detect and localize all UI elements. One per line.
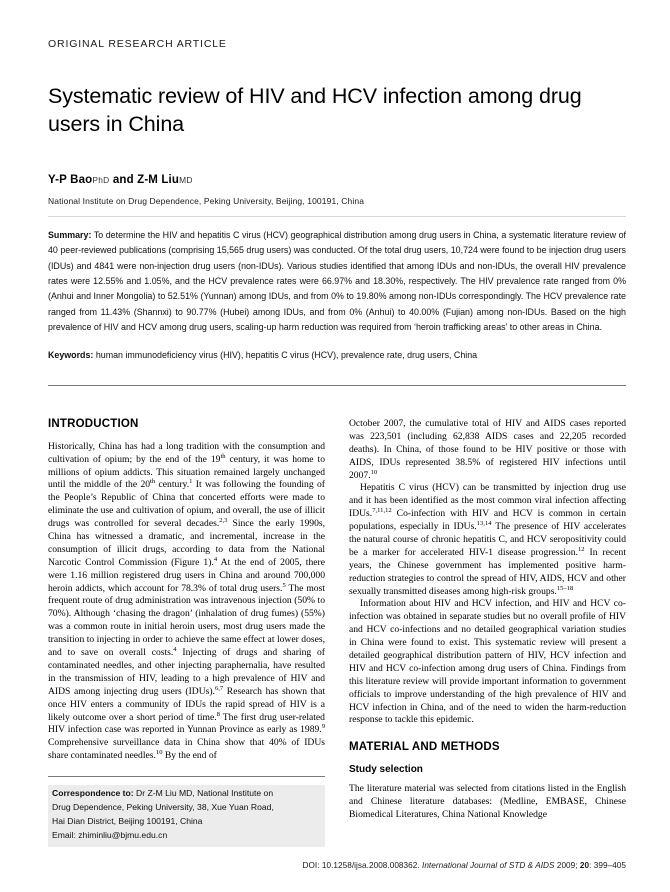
page-title: Systematic review of HIV and HCV infection among drug users in China: [48, 84, 582, 136]
intro-text-i: Research has shown that once HIV enters a community of IDUs the rapid spread of HIV is a likely outcome over a short period of time.: [48, 685, 325, 723]
footnote-ref: 6,7: [214, 684, 224, 692]
abstract-bottom-rule: [48, 385, 626, 386]
footnote-ref: th: [220, 452, 226, 460]
affiliation: National Institute on Drug Dependence, Peking University, Beijing, 100191, China: [48, 196, 365, 207]
right-paragraph-1: [349, 418, 626, 482]
correspondence-top-rule: [48, 776, 325, 777]
author-2-name: Z-M Liu: [137, 174, 180, 187]
footer-pages: : 399–405: [589, 861, 626, 870]
subsection-heading-study-selection: Study selection: [349, 764, 423, 776]
section-heading-introduction: INTRODUCTION: [48, 418, 139, 430]
author-1-name: Y-P Bao: [48, 174, 93, 187]
right-text-e: In recent years, the Chinese government has implemented positive harm-reduction strategies to control the spread of HIV, AIDS, HCV and other sexually transmitted diseases among high-risk groups.: [349, 546, 626, 597]
abstract-text: To determine the HIV and hepatitis C virus (HCV) geographical distribution among drug users in China, a systematic literature review of 40 peer-reviewed publications (comprising 15,565 drug users) was conducted. Of the total drug users, 10,724 were found to be injection drug users (IDUs) and 4841 were non-injection drug users (non-IDUs). Various studies identified that among IDUs and non-IDUs, the overall HIV prevalence rates were 12.55% and 1.05%, and the HCV prevalence rates were 66.97% and 18.30%, respectively. The HIV prevalence rate ranged from 0% (Anhui and Inner Mongolia) to 52.51% (Yunnan) among IDUs, and from 0% to 19.80% among non-IDUs correspondingly. The HCV prevalence rate ranged from 11.43% (Shannxi) to 90.77% (Hubei) among IDUs, and from 0% (Anhui) to 40.00% (Fujian) among non-IDUs. Based on the high prevalence of HIV and HCV among drug users, scaling-up harm reduction was required from ‘heroin trafficking areas’ to other areas in China.: [48, 230, 626, 332]
footnote-ref: 4: [173, 645, 177, 653]
intro-text-d: It was following the founding of the People’s Republic of China that concerted efforts were made to eliminate the use and cultivation of opium, and overall, the use of illicit drugs was controlled for several decades.: [48, 479, 325, 530]
correspondence-line-2: Drug Dependence, Peking University, 38, Xue Yuan Road,: [52, 801, 274, 812]
intro-text-e: Since the early 1990s, China has witnessed a dramatic, and incremental, increase in the consumption of illicit drugs, according to data from the National Narcotic Control Commission (Figure 1).: [48, 518, 325, 568]
abstract-label: Summary:: [48, 230, 92, 240]
correspondence-text: [48, 785, 325, 847]
footnote-ref: 9: [321, 723, 325, 731]
article-type-label: ORIGINAL RESEARCH ARTICLE: [48, 38, 227, 50]
intro-paragraph: [48, 441, 325, 763]
footnote-ref: 4: [213, 555, 218, 563]
correspondence-line-3: Hai Dian District, Beijing 100191, China: [52, 815, 203, 826]
right-text-d: The presence of HIV accelerates the natural course of chronic hepatitis C, and HCV seropositivity could be a marker for accelerated HIV-1 disease progression.: [349, 521, 626, 558]
intro-text-l: By the end of: [162, 750, 217, 762]
correspondence-email[interactable]: Email: zhiminliu@bjmu.edu.cn: [52, 829, 168, 840]
intro-text-f: At the end of 2005, there were 1.16 million registered drug users in China and around 700,000 heroin addicts, which account for 78.3% of total drug users.: [48, 556, 325, 594]
footnote-ref: 1: [189, 478, 193, 486]
footnote-ref: 7,11,12: [372, 507, 392, 515]
keywords-text: human immunodeficiency virus (HIV), hepatitis C virus (HCV), prevalence rate, drug users, China: [95, 350, 478, 360]
right-paragraph-3: Information about HIV and HCV infection, and HIV and HCV co-infection was obtained in separate studies but no overall profile of HIV and HCV co-infections and no detailed geographical variation studies in China were found to exist. This systematic review will present a detailed geographical distribution pattern of HIV, HCV infection and HIV and HCV co-infection among drug users of China. Findings from this literature review will provide important information to government officials to improve understanding of the high prevalence of HIV and HCV infection in China, and of the need to widen the harm-reduction response to tackle this epidemic.: [349, 598, 626, 726]
footnote-ref: 10: [370, 468, 378, 476]
column-right: [349, 418, 626, 822]
footnote-ref: 12: [577, 545, 585, 553]
correspondence-line-1: Dr Z-M Liu MD, National Institute on: [133, 788, 274, 798]
doi-label: DOI: 10.1258/ijsa.2008.008362.: [302, 861, 420, 870]
footer-year: 2009;: [554, 861, 580, 870]
footer-citation: [303, 861, 626, 870]
footnote-ref: 15–18: [556, 584, 574, 592]
keywords-block: [48, 348, 626, 362]
author-2-degree: MD: [179, 175, 193, 186]
right-text-b: Hepatitis C virus (HCV) can be transmitted by injection drug use and it has been identified as the most common viral infection affecting IDUs.: [349, 482, 626, 520]
article-header: [48, 38, 626, 206]
methods-paragraph-1: The literature material was selected from citations listed in the English and Chinese literature databases: (Medline, EMBASE, Chinese Biomedical Literatures, China National Knowledge: [349, 783, 626, 820]
correspondence-label: Correspondence to:: [52, 788, 134, 798]
journal-name: International Journal of STD & AIDS: [422, 861, 555, 870]
correspondence-block: [48, 776, 325, 847]
right-paragraph-2: [349, 482, 626, 598]
author-conjunction: and: [112, 174, 134, 187]
abstract-block: [48, 228, 626, 335]
abstract-top-rule: [48, 216, 626, 217]
intro-text-j: The first drug user-related HIV infection case was reported in Yunnan Province as early as 1989.: [48, 711, 325, 736]
column-left: [48, 418, 325, 763]
footnote-ref: 5: [282, 581, 286, 589]
footnote-ref: 8: [216, 710, 220, 718]
footnote-ref: th: [150, 478, 156, 486]
intro-text-h: Injecting of drugs and sharing of contaminated needles, and other injecting paraphernalia, have resulted in the transmission of HIV, leading to a high prevalence of HIV and AIDS among injecting drug users (IDUs).: [48, 647, 325, 697]
author-1-degree: PhD: [92, 175, 110, 186]
intro-text-b: century, it was home to millions of opium addicts. This situation remained largely unchanged until the middle of the 20: [48, 453, 325, 491]
footnote-ref: 2,3: [219, 516, 228, 524]
intro-text-c: century.: [155, 479, 190, 491]
right-text-c: Co-infection with HIV and HCV is common in certain populations, especially in IDUs.: [349, 508, 626, 533]
right-text-a: October 2007, the cumulative total of HIV and AIDS cases reported was 223,501 (including 62,838 AIDS cases and 22,205 recorded deaths). In China, of those found to be HIV positive or those with AIDS, IDUs represented 38.5% of registered HIV infections until 2007.: [349, 418, 626, 481]
footer-volume: 20: [579, 861, 590, 870]
footnote-ref: 10: [155, 748, 163, 756]
footnote-ref: 13,14: [476, 519, 492, 527]
author-line: [48, 174, 626, 186]
intro-text-a: Historically, China has had a long tradition with the consumption and cultivation of opium; by the end of the 19: [48, 440, 325, 465]
keywords-label: Keywords:: [48, 350, 94, 360]
intro-text-k: Comprehensive surveillance data in China show that 40% of IDUs share contaminated needles.: [48, 737, 325, 762]
intro-text-g: The most frequent route of drug administration was intravenous injection (50% to 70%). Although ‘chasing the dragon’ (inhalation of drug fumes) (55%) was a common route in initial heroin users, most drug users made the transition to injecting in order to achieve the same effect at lower doses, and to save on overall costs.: [48, 582, 325, 659]
section-heading-material-and-methods: MATERIAL AND METHODS: [349, 741, 500, 754]
